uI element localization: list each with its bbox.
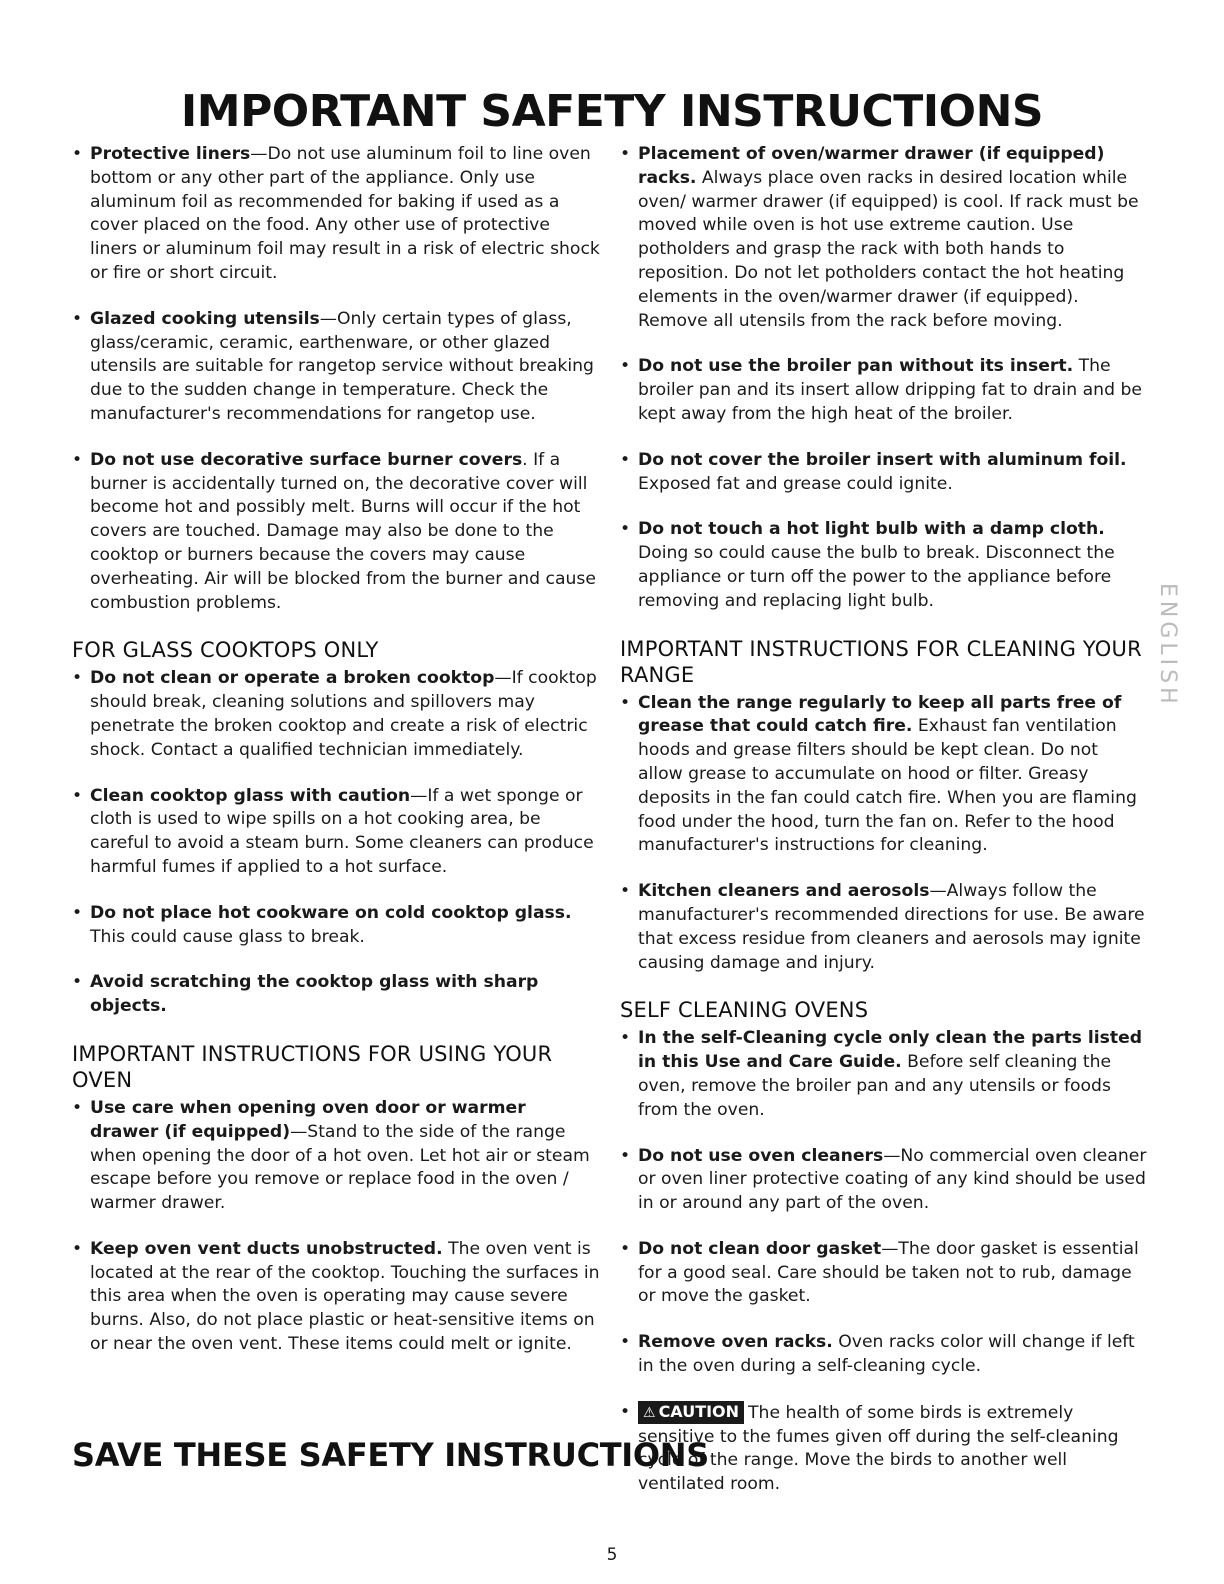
caution-label: CAUTION	[658, 1401, 740, 1421]
list-item: • Kitchen cleaners and aerosols—Always follow the manufacturer's recommended directions for use. Be aware that excess residue from cleaners and aerosols may ignite causing damage and injury.	[620, 881, 1145, 973]
item-lead: Do not use the broiler pan without its insert.	[638, 356, 1074, 377]
item-text: Before self cleaning the oven, remove the broiler pan and any utensils or foods from the oven.	[638, 1052, 1112, 1120]
list-item: • In the self-Cleaning cycle only clean the parts listed in this Use and Care Guide. Before self cleaning the oven, remove the broiler pan and any utensils or foods from the oven.	[620, 1028, 1143, 1120]
item-lead: Clean the range regularly to keep all parts free of grease that could catch fire.	[638, 692, 1122, 737]
list-item: • Do not use decorative surface burner covers. If a burner is accidentally turned on, the decorative cover will become hot and possibly melt. Burns will occur if the hot covers are touched. Damage may also be done to the cooktop or burners because the covers may cause overheating. Air will be blocked from the burner and cause combustion problems.	[72, 449, 596, 613]
item-lead: Clean cooktop glass with caution	[90, 785, 411, 806]
list-item: • Do not use oven cleaners—No commercial oven cleaner or oven liner protective coating of any kind should be used in or around any part of the oven.	[620, 1145, 1147, 1214]
section-heading-self-cleaning: SELF CLEANING OVENS	[620, 998, 869, 1023]
item-text: —Stand to the side of the range when opening the door of a hot oven. Let hot air or steam escape before you remove or replace food in the oven / warmer drawer.	[90, 1121, 590, 1214]
item-lead: Do not use decorative surface burner covers	[90, 449, 523, 470]
list-item: • Avoid scratching the cooktop glass with sharp objects.	[72, 972, 539, 1017]
item-lead: Kitchen cleaners and aerosols	[638, 881, 930, 902]
list-item: • Keep oven vent ducts unobstructed. The oven vent is located at the rear of the cooktop. Touching the surfaces in this area when the oven is operating may cause severe burns. Also, do not place plastic or heat-sensitive items on or near the oven vent. These items could melt or ignite.	[72, 1238, 600, 1355]
item-text: —No commercial oven cleaner or oven liner protective coating of any kind should be used in or around any part of the oven.	[638, 1145, 1147, 1214]
item-lead: Do not place hot cookware on cold cooktop glass.	[90, 902, 572, 923]
item-text: Exhaust fan ventilation hoods and grease filters should be kept clean. Do not allow grease to accumulate on hood or filter. Greasy deposits in the fan could catch fire. When you are flaming food under the hood, turn the fan on. Refer to the hood manufacturer's instructions for cleaning.	[638, 716, 1137, 856]
item-lead: Do not clean door gasket	[638, 1238, 882, 1259]
list-item: • Clean cooktop glass with caution—If a wet sponge or cloth is used to wipe spills on a hot cooking area, be careful to avoid a steam burn. Some cleaners can produce harmful fumes if applied to a hot surface.	[72, 785, 594, 877]
item-text: . If a burner is accidentally turned on, the decorative cover will become hot and possibly melt. Burns will occur if the hot covers are touched. Damage may also be done to the cooktop or burners because the covers may cause overheating. Air will be blocked from the burner and cause combustion problems.	[90, 449, 596, 613]
list-item: • Remove oven racks. Oven racks color will change if left in the oven during a self-cleaning cycle.	[620, 1332, 1135, 1377]
item-lead: Glazed cooking utensils	[90, 308, 320, 329]
list-item: • Do not clean or operate a broken cooktop—If cooktop should break, cleaning solutions and spillovers may penetrate the broken cooktop and create a risk of electric shock. Contact a qualified technician immediately.	[72, 668, 597, 760]
item-text: —Do not use aluminum foil to line oven bottom or any other part of the appliance. Only use aluminum foil as recommended for baking if used as a cover placed on the food. Any other use of protective liners or aluminum foil may result in a risk of electric shock or fire or short circuit.	[90, 144, 600, 283]
item-lead: Placement of oven/warmer drawer (if equipped) racks.	[638, 144, 1105, 188]
item-lead: Remove oven racks.	[638, 1332, 833, 1353]
item-text: Always place oven racks in desired location while oven/ warmer drawer (if equipped) is cool. If rack must be moved while oven is hot use extreme caution. Use potholders and grasp the rack with both hands to reposition. Do not let potholders contact the hot heating elements in the oven/warmer drawer (if equipped). Remove all utensils from the rack before moving.	[638, 167, 1139, 331]
list-item: • Clean the range regularly to keep all parts free of grease that could catch fire. Exhaust fan ventilation hoods and grease filters should be kept clean. Do not allow grease to accumulate on hood or filter. Greasy deposits in the fan could catch fire. When you are flaming food under the hood, turn the fan on. Refer to the hood manufacturer's instructions for cleaning.	[620, 692, 1137, 856]
item-lead: Keep oven vent ducts unobstructed.	[90, 1238, 443, 1259]
footer-title: SAVE THESE SAFETY INSTRUCTIONS	[72, 1436, 710, 1474]
item-text: This could cause glass to break.	[90, 926, 365, 947]
item-lead: Do not clean or operate a broken cooktop	[90, 668, 495, 689]
list-item: • Do not touch a hot light bulb with a damp cloth. Doing so could cause the bulb to break. Disconnect the appliance or turn off the power to the appliance before removing and replacing light bulb.	[620, 519, 1115, 611]
item-text: —If a wet sponge or cloth is used to wipe spills on a hot cooking area, be careful to avoid a steam burn. Some cleaners can produce harmful fumes if applied to a hot surface.	[90, 785, 594, 877]
item-lead: Use care when opening oven door or warmer drawer (if equipped)	[90, 1097, 526, 1142]
page-title: IMPORTANT SAFETY INSTRUCTIONS	[180, 86, 1044, 137]
item-lead: Do not use oven cleaners	[638, 1145, 884, 1166]
item-text: —Always follow the manufacturer's recommended directions for use. Be aware that excess residue from cleaners and aerosols may ignite causing damage and injury.	[638, 881, 1145, 973]
section-heading-cleaning: IMPORTANT INSTRUCTIONS FOR CLEANING YOUR RANGE	[620, 636, 1142, 687]
list-item: • Protective liners—Do not use aluminum foil to line oven bottom or any other part of the appliance. Only use aluminum foil as recommended for baking if used as a cover placed on the food. Any other use of protective liners or aluminum foil may result in a risk of electric shock or fire or short circuit.	[72, 144, 600, 283]
item-lead: Do not touch a hot light bulb with a damp cloth.	[638, 519, 1105, 540]
left-column	[72, 143, 600, 1379]
language-tab: ENGLISH	[1155, 582, 1180, 708]
warning-icon: ⚠	[643, 1404, 656, 1421]
item-text: Exposed fat and grease could ignite.	[638, 473, 953, 494]
item-text: —If cooktop should break, cleaning solutions and spillovers may penetrate the broken cooktop and create a risk of electric shock. Contact a qualified technician immediately.	[90, 668, 597, 760]
item-text: —Only certain types of glass, glass/ceramic, ceramic, earthenware, or other glazed utensils are suitable for rangetop service without breaking due to the sudden change in temperature. Check the manufacturer's recommendations for rangetop use.	[90, 308, 594, 424]
list-item: • Do not use the broiler pan without its insert. The broiler pan and its insert allow dripping fat to drain and be kept away from the high heat of the broiler.	[620, 356, 1142, 424]
caution-item: • ⚠ CAUTION The health of some birds is extremely sensitive to the fumes given off during the self-cleaning cycle of the range. Move the birds to another well ventilated room.	[620, 1401, 1119, 1495]
item-text: The broiler pan and its insert allow dripping fat to drain and be kept away from the high heat of the broiler.	[638, 356, 1142, 424]
list-item: • Do not place hot cookware on cold cooktop glass. This could cause glass to break.	[72, 902, 572, 947]
item-text: —The door gasket is essential for a good seal. Care should be taken not to rub, damage or move the gasket.	[638, 1238, 1139, 1307]
item-text: Oven racks color will change if left in the oven during a self-cleaning cycle.	[638, 1332, 1135, 1377]
list-item: • Do not cover the broiler insert with aluminum foil. Exposed fat and grease could ignite.	[620, 449, 1127, 494]
item-lead: Avoid scratching the cooktop glass with sharp objects.	[90, 972, 539, 1017]
list-item: • Placement of oven/warmer drawer (if equipped) racks. Always place oven racks in desired location while oven/ warmer drawer (if equipped) is cool. If rack must be moved while oven is hot use extreme caution. Use potholders and grasp the rack with both hands to reposition. Do not let potholders contact the hot heating elements in the oven/warmer drawer (if equipped). Remove all utensils from the rack before moving.	[620, 144, 1139, 331]
item-lead: Protective liners	[90, 144, 251, 164]
right-column	[620, 143, 1148, 1519]
caution-badge	[638, 1401, 744, 1424]
list-item: • Glazed cooking utensils—Only certain types of glass, glass/ceramic, ceramic, earthenware, or other glazed utensils are suitable for rangetop service without breaking due to the sudden change in temperature. Check the manufacturer's recommendations for rangetop use.	[72, 308, 594, 424]
caution-text: The health of some birds is extremely sensitive to the fumes given off during the self-cleaning cycle of the range. Move the birds to another well ventilated room.	[638, 1402, 1119, 1495]
list-item: • Use care when opening oven door or warmer drawer (if equipped)—Stand to the side of the range when opening the door of a hot oven. Let hot air or steam escape before you remove or replace food in the oven / warmer drawer.	[72, 1097, 590, 1214]
item-lead: In the self-Cleaning cycle only clean the parts listed in this Use and Care Guide.	[638, 1028, 1143, 1073]
item-lead: Do not cover the broiler insert with aluminum foil.	[638, 449, 1127, 470]
item-text: The oven vent is located at the rear of the cooktop. Touching the surfaces in this area when the oven is operating may cause severe burns. Also, do not place plastic or heat-sensitive items on or near the oven vent. These items could melt or ignite.	[90, 1238, 600, 1355]
item-text: Doing so could cause the bulb to break. Disconnect the appliance or turn off the power to the appliance before removing and replacing light bulb.	[638, 543, 1115, 611]
page-number: 5	[606, 1545, 618, 1565]
section-heading-glass: FOR GLASS COOKTOPS ONLY	[72, 638, 379, 663]
section-heading-oven: IMPORTANT INSTRUCTIONS FOR USING YOUR OVEN	[72, 1041, 553, 1092]
list-item: • Do not clean door gasket—The door gasket is essential for a good seal. Care should be taken not to rub, damage or move the gasket.	[620, 1238, 1139, 1307]
